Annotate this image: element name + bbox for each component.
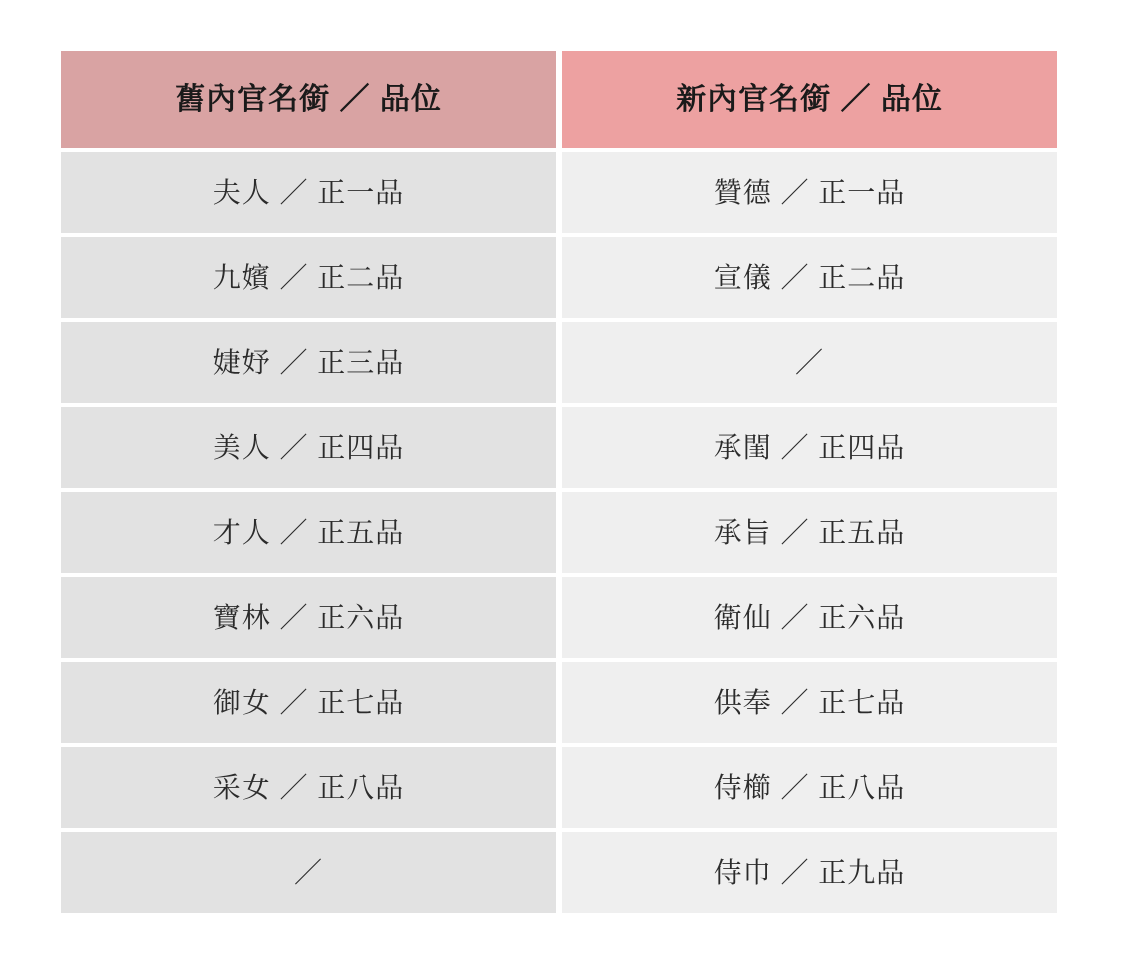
table-cell-new [562,152,1057,233]
table-cell-old-text: 美人 ／ 正四品 [212,431,405,463]
table-cell-old [61,577,556,658]
table-cell-old [61,832,556,913]
table-cell-new [562,407,1057,488]
rank-comparison-table-container [61,51,1069,913]
rank-comparison-table [55,47,1063,917]
table-cell-new [562,577,1057,658]
table-cell-old [61,662,556,743]
table-cell-old [61,152,556,233]
table-body [61,152,1057,913]
table-cell-new-text: 贊德 ／ 正一品 [713,176,906,208]
table-cell-new [562,662,1057,743]
table-cell-new [562,492,1057,573]
table-cell-old [61,492,556,573]
table-row [61,832,1057,913]
table-cell-new [562,747,1057,828]
table-cell-old-text: ／ [293,856,323,888]
table-cell-old-text: 采女 ／ 正八品 [212,771,405,803]
table-cell-old-text: 婕妤 ／ 正三品 [212,346,405,378]
table-cell-old-text: 御女 ／ 正七品 [212,686,405,718]
table-cell-old-text: 寶林 ／ 正六品 [212,601,405,633]
table-cell-new-text: 承旨 ／ 正五品 [713,516,906,548]
table-cell-new-text: 衛仙 ／ 正六品 [713,601,906,633]
table-cell-old-text: 才人 ／ 正五品 [212,516,405,548]
table-cell-new [562,832,1057,913]
table-header-row [61,51,1057,148]
table-row [61,747,1057,828]
table-cell-new-text: ／ [794,346,824,378]
table-row [61,577,1057,658]
table-cell-new-text: 供奉 ／ 正七品 [713,686,906,718]
column-header-old-titles-label: 舊內官名銜 ／ 品位 [175,82,442,116]
column-header-new-titles [562,51,1057,148]
table-cell-old-text: 夫人 ／ 正一品 [212,176,405,208]
table-cell-new-text: 承閨 ／ 正四品 [713,431,906,463]
table-cell-old [61,747,556,828]
table-row [61,152,1057,233]
table-row [61,407,1057,488]
table-row [61,322,1057,403]
table-row [61,237,1057,318]
table-row [61,492,1057,573]
table-cell-old [61,237,556,318]
table-cell-old [61,407,556,488]
table-cell-new [562,322,1057,403]
table-header [61,51,1057,148]
table-cell-new [562,237,1057,318]
table-cell-old-text: 九嬪 ／ 正二品 [212,261,405,293]
column-header-old-titles [61,51,556,148]
table-cell-new-text: 侍櫛 ／ 正八品 [713,771,906,803]
table-cell-new-text: 宣儀 ／ 正二品 [713,261,906,293]
table-row [61,662,1057,743]
table-cell-new-text: 侍巾 ／ 正九品 [713,856,906,888]
table-cell-old [61,322,556,403]
column-header-new-titles-label: 新內官名銜 ／ 品位 [676,82,943,116]
